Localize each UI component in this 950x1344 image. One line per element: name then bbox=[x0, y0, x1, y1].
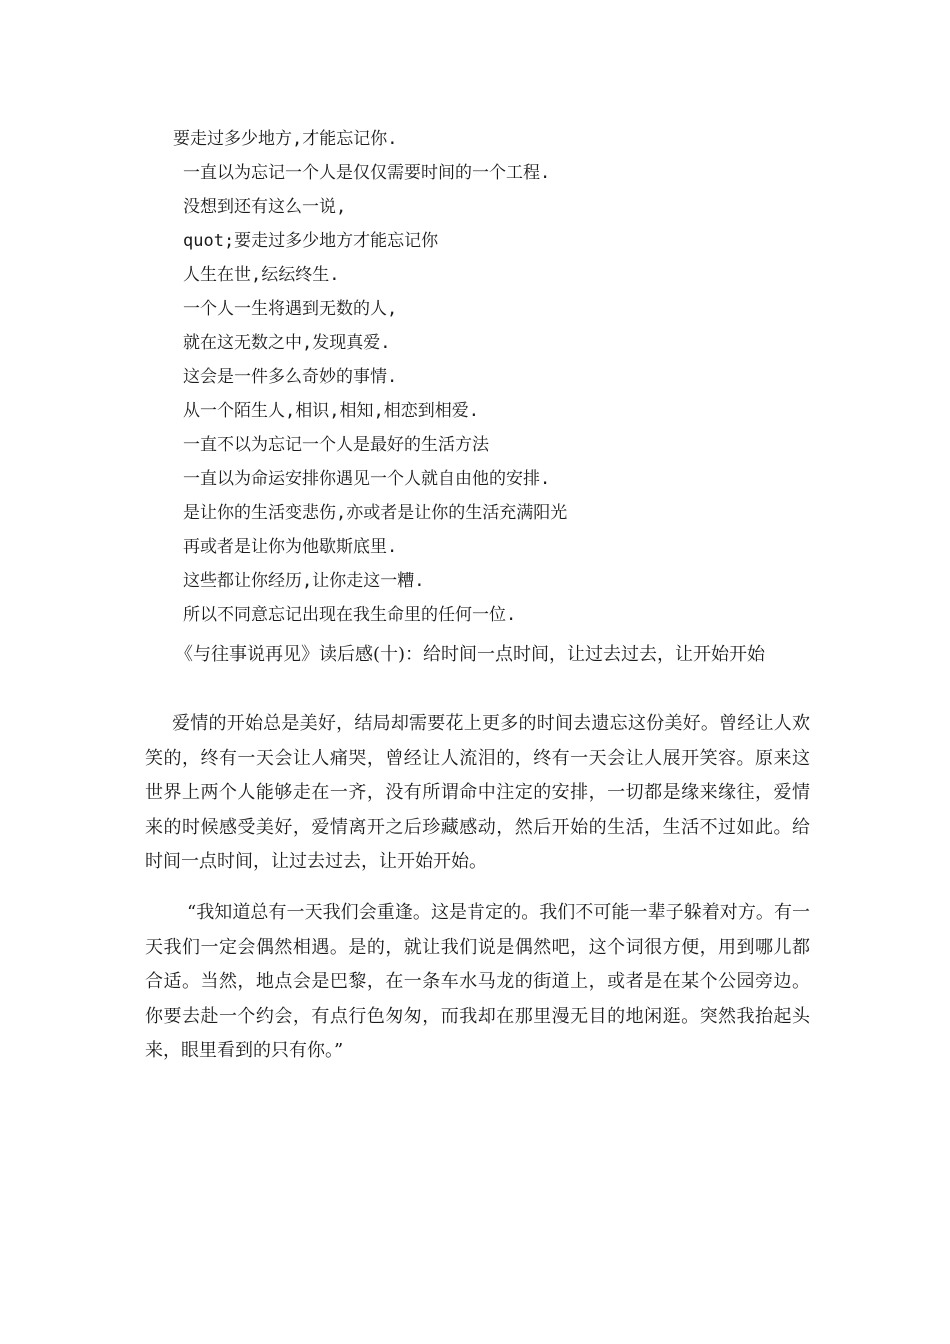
essay-heading: 《与往事说再见》读后感(十)：给时间一点时间，让过去过去，让开始开始 bbox=[175, 644, 766, 665]
essay-paragraph-1: 爱情的开始总是美好，结局却需要花上更多的时间去遗忘这份美好。曾经让人欢笑的，终有一天会让人痛哭，曾经让人流泪的，终有一天会让人展开笑容。原来这世界上两个人能够走在一齐，没有所谓命中注定的安排，一切都是缘来缘往，爱情来的时候感受美好，爱情离开之后珍藏感动，然后开始的生活，生活不过如此。给时间一点时间，让过去过去，让开始开始。 bbox=[145, 713, 810, 872]
poem-line-15: 所以不同意忘记出现在我生命里的任何一位. bbox=[183, 605, 517, 625]
poem-line-7: 就在这无数之中,发现真爱. bbox=[183, 333, 391, 353]
essay-paragraph-2: “我知道总有一天我们会重逢。这是肯定的。我们不可能一辈子躲着对方。有一天我们一定会偶然相遇。是的，就让我们说是偶然吧，这个词很方便，用到哪儿都合适。当然，地点会是巴黎，在一条车水马龙的街道上，或者是在某个公园旁边。你要去赴一个约会，有点行色匆匆，而我却在那里漫无目的地闲逛。突然我抬起头来，眼里看到的只有你。” bbox=[145, 902, 810, 1061]
poem-line-4: quot;要走过多少地方才能忘记你 bbox=[183, 231, 439, 251]
poem-line-12: 是让你的生活变悲伤,亦或者是让你的生活充满阳光 bbox=[183, 503, 568, 523]
poem-line-1: 要走过多少地方,才能忘记你. bbox=[173, 129, 398, 149]
poem-line-11: 一直以为命运安排你遇见一个人就自由他的安排. bbox=[183, 469, 551, 489]
poem-line-3: 没想到还有这么一说, bbox=[183, 197, 347, 217]
poem-line-14: 这些都让你经历,让你走这一糟. bbox=[183, 571, 425, 591]
poem-line-13: 再或者是让你为他歇斯底里. bbox=[183, 537, 398, 557]
poem-line-5: 人生在世,纭纭终生. bbox=[183, 265, 340, 285]
poem-line-6: 一个人一生将遇到无数的人, bbox=[183, 299, 398, 319]
poem-line-9: 从一个陌生人,相识,相知,相恋到相爱. bbox=[183, 401, 479, 421]
poem-line-2: 一直以为忘记一个人是仅仅需要时间的一个工程. bbox=[183, 163, 551, 183]
poem-line-10: 一直不以为忘记一个人是最好的生活方法 bbox=[183, 435, 489, 455]
poem-line-8: 这会是一件多么奇妙的事情. bbox=[183, 367, 398, 387]
